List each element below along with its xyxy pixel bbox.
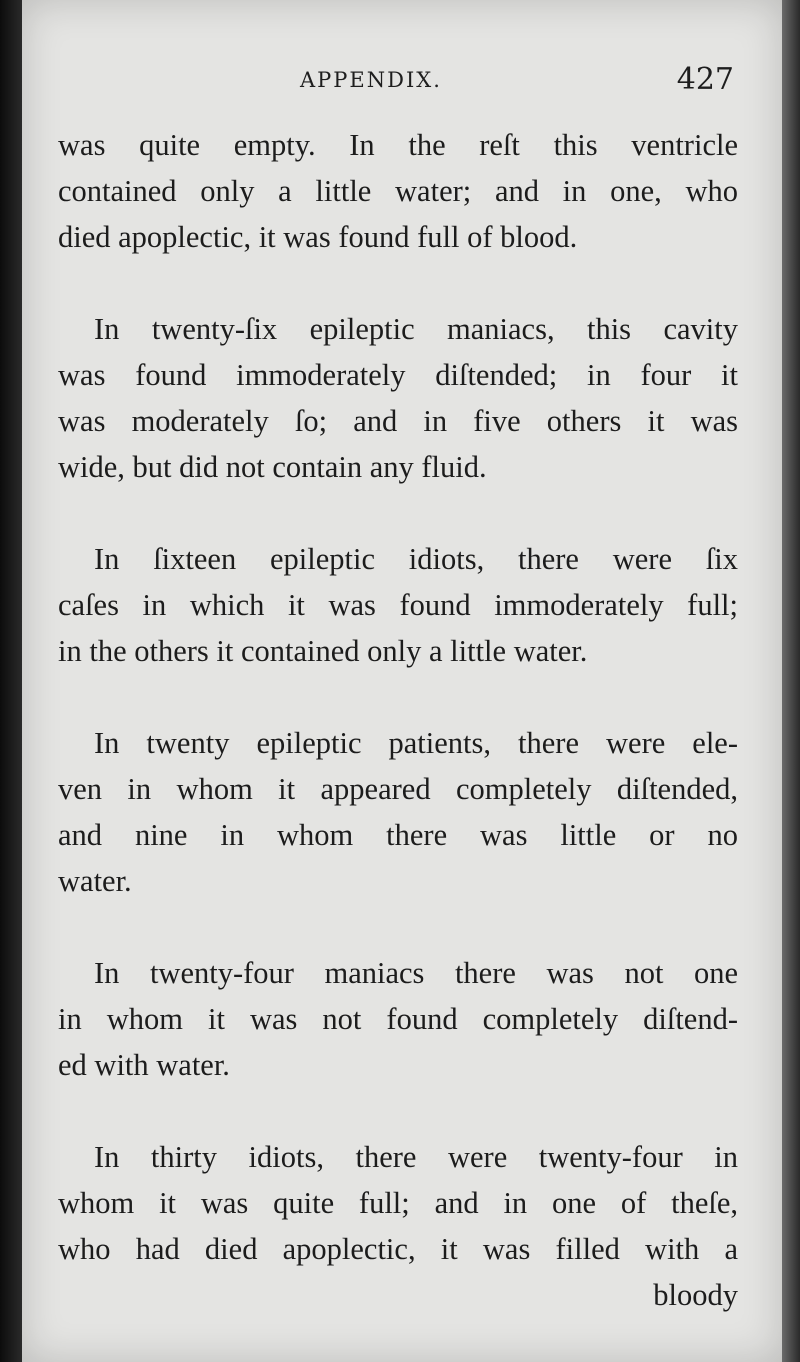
text-line: in whom it was not found completely diſtend- [58,1002,738,1036]
scan-right-edge [782,0,800,1362]
text-line: In thirty idiots, there were twenty-four in [94,1140,738,1174]
paragraph-5 [58,950,738,1088]
paragraph-3 [58,536,738,674]
text-line: whom it was quite full; and in one of theſe, [58,1186,738,1220]
text-line: In twenty-four maniacs there was not one [94,956,738,990]
text-line: was quite empty. In the reſt this ventricle [58,128,738,162]
text-line: In ſixteen epileptic idiots, there were ſix [94,542,738,576]
text-line: who had died apoplectic, it was filled with a [58,1232,738,1266]
text-line: ven in whom it appeared completely diſtended, [58,772,738,806]
page-header [22,62,782,102]
scan-left-edge [0,0,22,1362]
text-line: In twenty epileptic patients, there were ele- [94,726,738,760]
running-head: APPENDIX. [300,68,442,92]
page-number: 427 [676,62,734,97]
paragraph-6 [58,1134,738,1272]
text-line: In twenty-ſix epileptic maniacs, this cavity [94,312,738,346]
text-line: caſes in which it was found immoderately full; [58,588,738,622]
text-line: water. [58,864,132,898]
paragraph-2 [58,306,738,490]
text-line: ed with water. [58,1048,230,1082]
body-text [58,122,738,1349]
text-line: and nine in whom there was little or no [58,818,738,852]
text-line: wide, but did not contain any fluid. [58,450,487,484]
text-line: in the others it contained only a little water. [58,634,588,668]
text-line: was found immoderately diſtended; in four it [58,358,738,392]
text-line: was moderately ſo; and in five others it was [58,404,738,438]
text-line: died apoplectic, it was found full of blood. [58,220,578,254]
catchword: bloody [653,1278,738,1312]
paragraph-1 [58,122,738,260]
paragraph-4 [58,720,738,904]
text-line: contained only a little water; and in one, who [58,174,738,208]
book-page [22,0,782,1362]
